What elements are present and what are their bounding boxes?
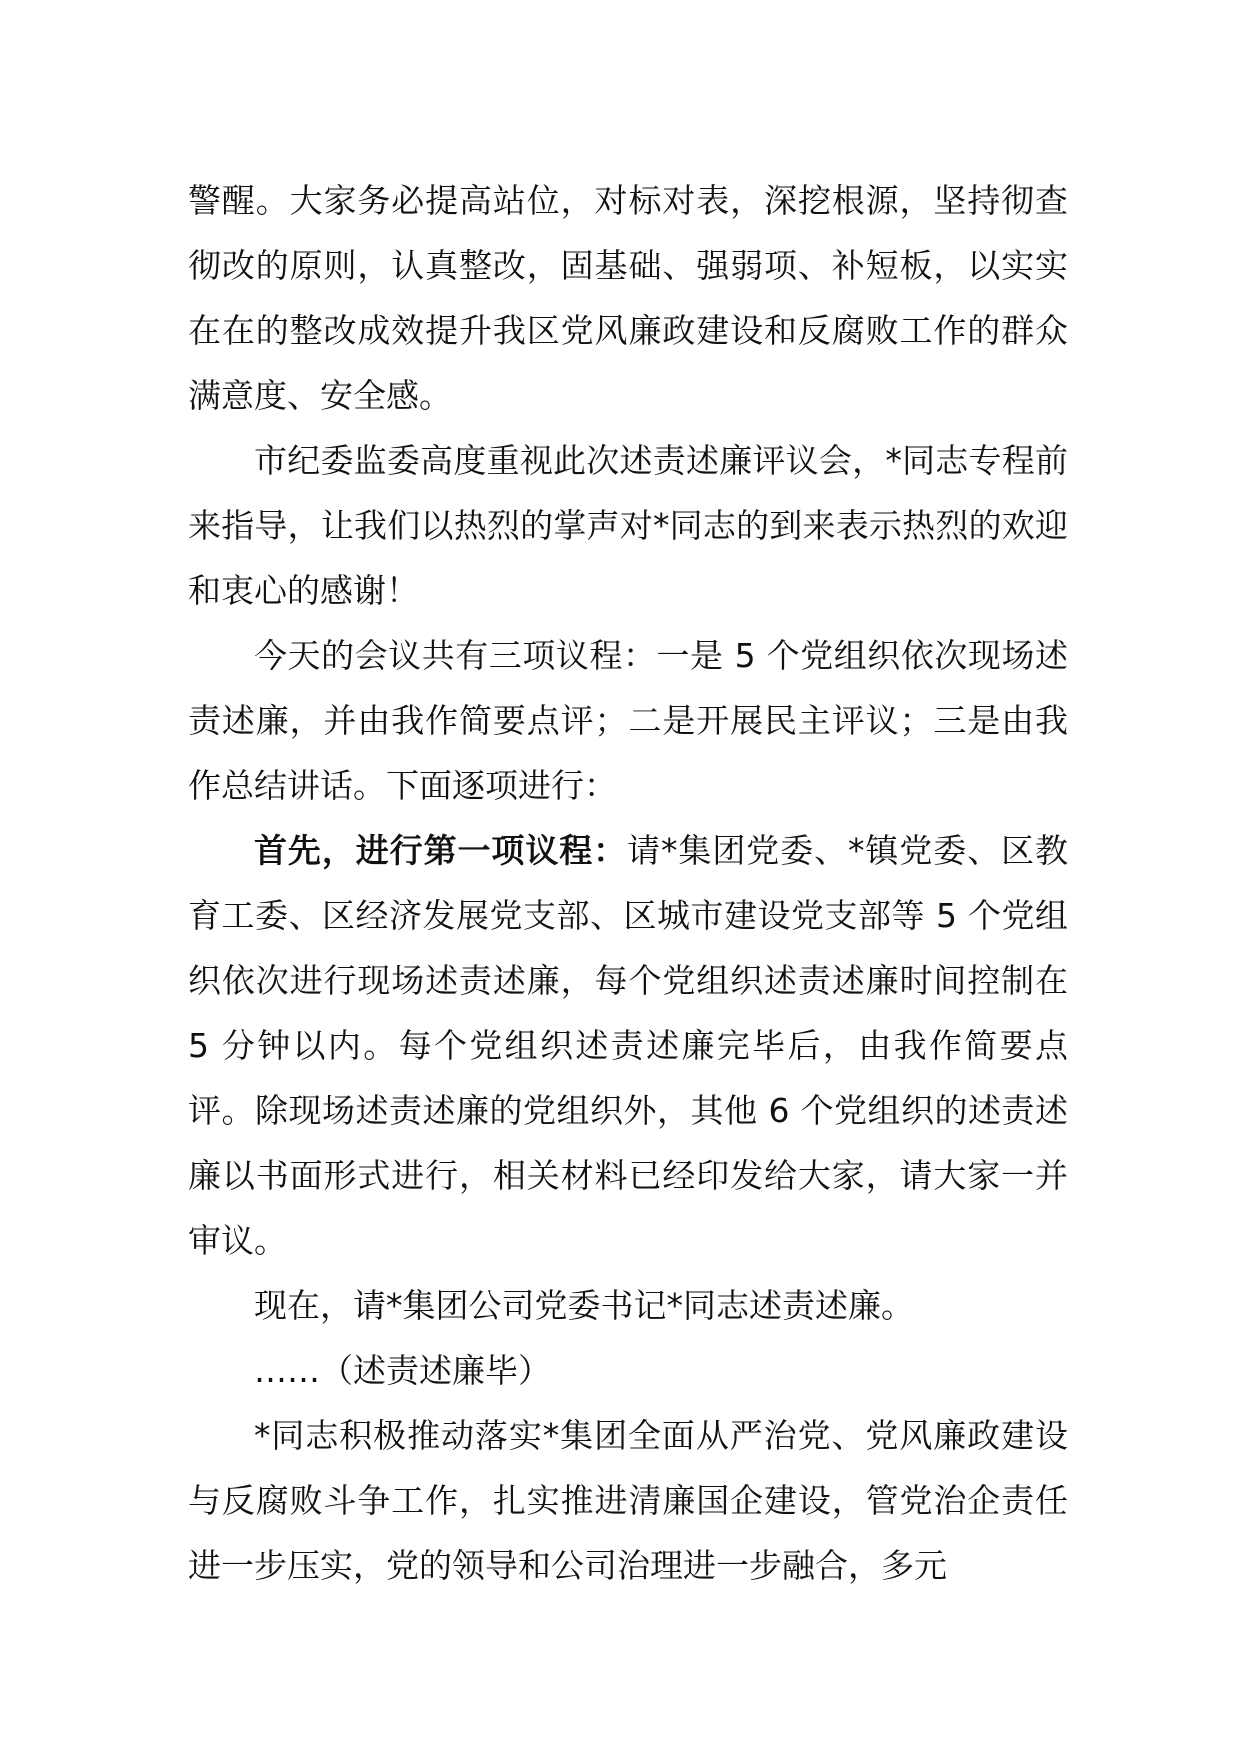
paragraph-speech-end: ……（述责述廉毕） [254,1351,551,1390]
first-item-lead: 首先，进行第一项议程： [254,831,628,870]
document-body [188,168,1068,1598]
paragraph-agenda: 今天的会议共有三项议程：一是 5 个党组织依次现场述责述廉，并由我作简要点评；二是开展民主评议；三是由我作总结讲话。下面逐项进行： [188,636,1068,805]
paragraph-welcome: 市纪委监委高度重视此次述责述廉评议会，*同志专程前来指导，让我们以热烈的掌声对*同志的到来表示热烈的欢迎和衷心的感谢！ [188,441,1068,610]
first-item-text: 请*集团党委、*镇党委、区教育工委、区经济发展党支部、区城市建设党支部等 5 个党组织依次进行现场述责述廉，每个党组织述责述廉时间控制在 5 分钟以内。每个党组织述责述廉完毕后，由我作简要点评。除现场述责述廉的党组织外，其他 6 个党组织的述责述廉以书面形式进行，相关材料已经印发给大家，请大家一并审议。 [188,831,1069,1260]
paragraph-comment: *同志积极推动落实*集团全面从严治党、党风廉政建设与反腐败斗争工作，扎实推进清廉国企建设，管党治企责任进一步压实，党的领导和公司治理进一步融合，多元 [188,1416,1068,1585]
paragraph-continuation: 警醒。大家务必提高站位，对标对表，深挖根源，坚持彻查彻改的原则，认真整改，固基础、强弱项、补短板，以实实在在的整改成效提升我区党风廉政建设和反腐败工作的群众满意度、安全感。 [188,181,1068,415]
paragraph-first-item [188,818,1068,1273]
paragraph-invite-speaker: 现在，请*集团公司党委书记*同志述责述廉。 [254,1286,914,1325]
